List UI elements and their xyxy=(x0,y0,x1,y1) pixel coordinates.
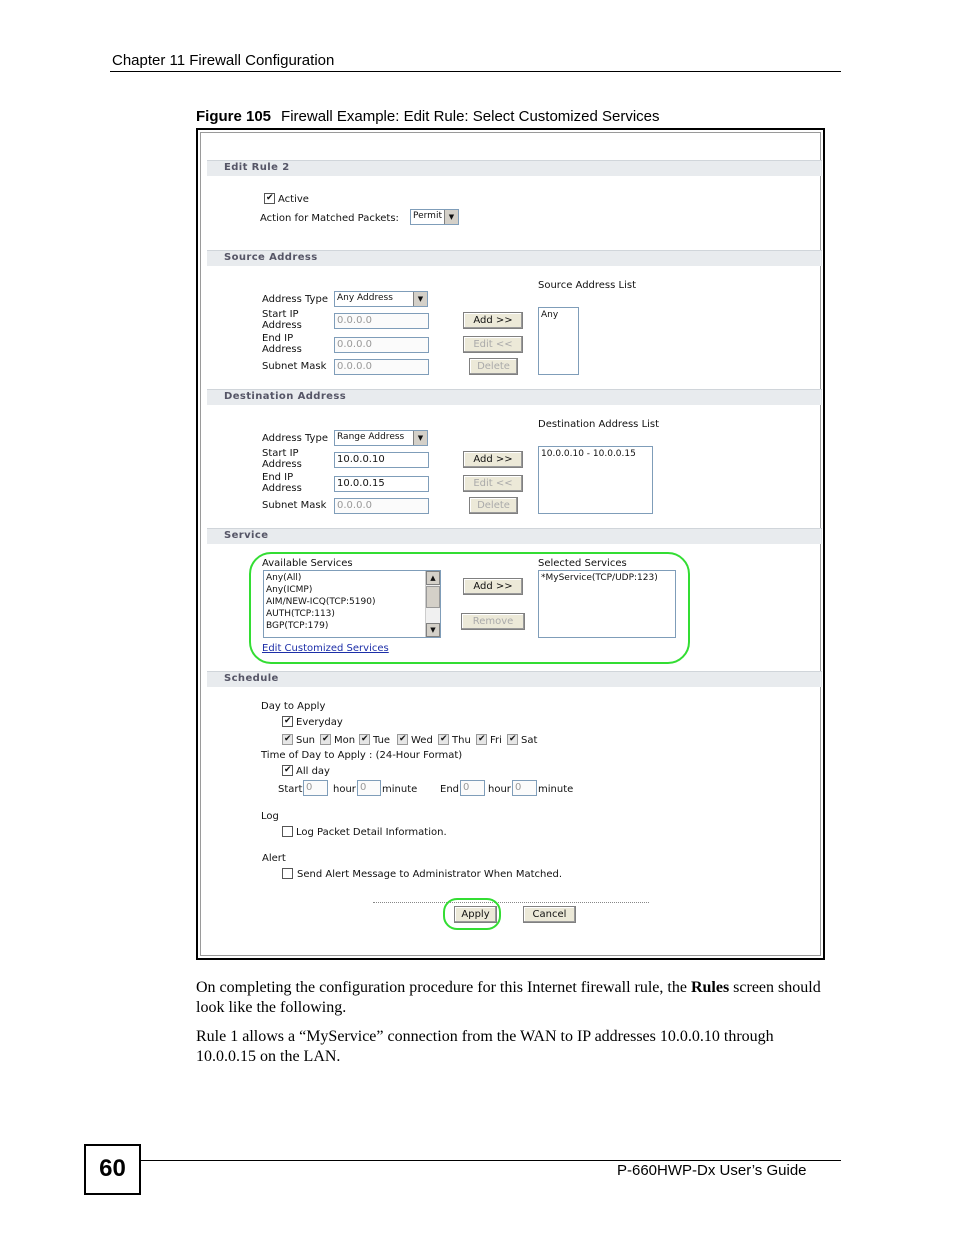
selected-services-list[interactable] xyxy=(538,570,676,638)
time-of-day-label: Time of Day to Apply : (24-Hour Format) xyxy=(261,750,463,761)
list-item[interactable]: Any(ICMP) xyxy=(266,585,313,595)
source-address-list[interactable] xyxy=(538,307,579,375)
day-label-tue: Tue xyxy=(373,735,391,746)
section-schedule xyxy=(207,671,822,687)
destination-list-title: Destination Address List xyxy=(538,419,660,430)
day-checkbox-fri[interactable] xyxy=(476,734,487,745)
log-checkbox[interactable] xyxy=(282,826,293,837)
list-scrollbar[interactable] xyxy=(425,571,440,637)
source-start-ip-input[interactable]: 0.0.0.0 xyxy=(334,313,429,329)
start-hour-input[interactable]: 0 xyxy=(303,780,328,796)
chevron-down-icon: ▼ xyxy=(444,210,458,224)
section-source-address xyxy=(207,250,822,266)
start-minute-label: minute xyxy=(382,784,418,795)
active-checkbox[interactable] xyxy=(264,193,275,204)
all-day-checkbox[interactable] xyxy=(282,765,293,776)
active-label: Active xyxy=(278,194,309,205)
list-item[interactable]: *MyService(TCP/UDP:123) xyxy=(541,573,658,583)
end-minute-label: minute xyxy=(538,784,574,795)
day-label-sun: Sun xyxy=(296,735,316,746)
selected-services-label: Selected Services xyxy=(538,558,627,569)
figure-title: Firewall Example: Edit Rule: Select Customized Services xyxy=(281,108,660,125)
rules-bold: Rules xyxy=(690,979,730,996)
source-address-type-value: Any Address xyxy=(337,293,393,303)
section-edit-rule xyxy=(207,160,822,176)
destination-address-list[interactable] xyxy=(538,446,653,514)
day-label-thu: Thu xyxy=(452,735,471,746)
day-label-sat: Sat xyxy=(521,735,538,746)
log-label: Log xyxy=(261,811,279,822)
destination-end-ip-input[interactable]: 10.0.0.15 xyxy=(334,476,429,492)
paragraph-rules-screen: On completing the configuration procedure for this Internet firewall rule, the Rules screen should look like the following. xyxy=(196,979,821,1016)
action-select[interactable] xyxy=(410,209,459,225)
chevron-down-icon: ▼ xyxy=(413,292,427,306)
figure-caption xyxy=(196,108,660,125)
day-label-wed: Wed xyxy=(411,735,433,746)
source-delete-button[interactable]: Delete xyxy=(469,358,518,375)
all-day-label: All day xyxy=(296,766,330,777)
destination-address-type-select[interactable] xyxy=(334,430,428,446)
destination-subnet-input[interactable]: 0.0.0.0 xyxy=(334,498,429,514)
screenshot-frame xyxy=(196,128,825,960)
alert-option-label: Send Alert Message to Administrator When Matched. xyxy=(297,869,563,880)
apply-button[interactable]: Apply xyxy=(454,906,497,923)
source-add-button[interactable]: Add >> xyxy=(463,312,523,329)
source-subnet-label: Subnet Mask xyxy=(262,361,327,372)
end-hour-input[interactable]: 0 xyxy=(460,780,485,796)
day-checkbox-sun[interactable] xyxy=(282,734,293,745)
section-service xyxy=(207,528,822,544)
day-checkbox-tue[interactable] xyxy=(359,734,370,745)
paragraph-rule-1: Rule 1 allows a “MyService” connection from the WAN to IP addresses 10.0.0.10 through 10.0.0.15 on the LAN. xyxy=(196,1028,774,1065)
day-label-fri: Fri xyxy=(490,735,502,746)
guide-title: P-660HWP-Dx User’s Guide xyxy=(617,1162,807,1179)
divider xyxy=(373,902,649,903)
section-title: Source Address xyxy=(224,252,318,263)
source-end-ip-label: End IP Address xyxy=(262,333,302,355)
available-services-list[interactable] xyxy=(263,570,441,638)
scroll-up-icon[interactable]: ▲ xyxy=(426,571,440,585)
cancel-button[interactable]: Cancel xyxy=(523,906,576,923)
section-title: Destination Address xyxy=(224,391,347,402)
day-checkbox-mon[interactable] xyxy=(320,734,331,745)
list-item[interactable]: AUTH(TCP:113) xyxy=(266,609,335,619)
scroll-down-icon[interactable]: ▼ xyxy=(426,623,440,637)
destination-subnet-label: Subnet Mask xyxy=(262,500,327,511)
section-destination-address xyxy=(207,389,822,405)
destination-start-ip-input[interactable]: 10.0.0.10 xyxy=(334,452,429,468)
day-to-apply-label: Day to Apply xyxy=(261,701,326,712)
list-item[interactable]: AIM/NEW-ICQ(TCP:5190) xyxy=(266,597,376,607)
source-end-ip-input[interactable]: 0.0.0.0 xyxy=(334,337,429,353)
chapter-header: Chapter 11 Firewall Configuration xyxy=(112,52,335,69)
source-edit-button[interactable]: Edit << xyxy=(463,336,523,353)
list-item[interactable]: Any(All) xyxy=(266,573,302,583)
destination-address-type-value: Range Address xyxy=(337,432,405,442)
start-label: Start xyxy=(278,784,303,795)
chevron-down-icon: ▼ xyxy=(413,431,427,445)
destination-start-ip-label: Start IP Address xyxy=(262,448,302,470)
screenshot-panel xyxy=(200,132,821,956)
action-value: Permit xyxy=(413,211,442,221)
day-label-mon: Mon xyxy=(334,735,356,746)
list-item[interactable]: Any xyxy=(541,310,559,320)
start-hour-label: hour xyxy=(333,784,356,795)
source-start-ip-label: Start IP Address xyxy=(262,309,302,331)
everyday-checkbox[interactable] xyxy=(282,716,293,727)
source-list-title: Source Address List xyxy=(538,280,637,291)
start-minute-input[interactable]: 0 xyxy=(357,780,381,796)
list-item[interactable]: BGP(TCP:179) xyxy=(266,621,329,631)
alert-label: Alert xyxy=(262,853,286,864)
service-add-button[interactable]: Add >> xyxy=(463,578,523,595)
section-title: Schedule xyxy=(224,673,279,684)
service-remove-button[interactable]: Remove xyxy=(461,613,525,630)
edit-customized-services-link[interactable]: Edit Customized Services xyxy=(262,643,389,654)
everyday-label: Everyday xyxy=(296,717,343,728)
header-rule xyxy=(110,71,841,72)
destination-address-type-label: Address Type xyxy=(262,433,328,444)
day-checkbox-thu[interactable] xyxy=(438,734,449,745)
destination-edit-button[interactable]: Edit << xyxy=(463,475,523,492)
destination-add-button[interactable]: Add >> xyxy=(463,451,523,468)
section-title: Service xyxy=(224,530,269,541)
page-number: 60 xyxy=(84,1144,141,1195)
available-services-label: Available Services xyxy=(262,558,353,569)
list-item[interactable]: 10.0.0.10 - 10.0.0.15 xyxy=(541,449,636,459)
alert-checkbox[interactable] xyxy=(282,868,293,879)
destination-delete-button[interactable]: Delete xyxy=(469,497,518,514)
figure-number: Figure 105 xyxy=(196,108,272,125)
log-option-label: Log Packet Detail Information. xyxy=(296,827,447,838)
scroll-thumb[interactable] xyxy=(426,586,440,608)
destination-end-ip-label: End IP Address xyxy=(262,472,302,494)
end-hour-label: hour xyxy=(488,784,511,795)
source-address-type-label: Address Type xyxy=(262,294,328,305)
day-checkbox-wed[interactable] xyxy=(397,734,408,745)
section-title: Edit Rule 2 xyxy=(224,162,290,173)
source-subnet-input[interactable]: 0.0.0.0 xyxy=(334,359,429,375)
day-checkbox-sat[interactable] xyxy=(507,734,518,745)
source-address-type-select[interactable] xyxy=(334,291,428,307)
end-label: End xyxy=(440,784,460,795)
end-minute-input[interactable]: 0 xyxy=(512,780,537,796)
action-label: Action for Matched Packets: xyxy=(260,213,399,224)
footer-rule xyxy=(141,1160,841,1161)
